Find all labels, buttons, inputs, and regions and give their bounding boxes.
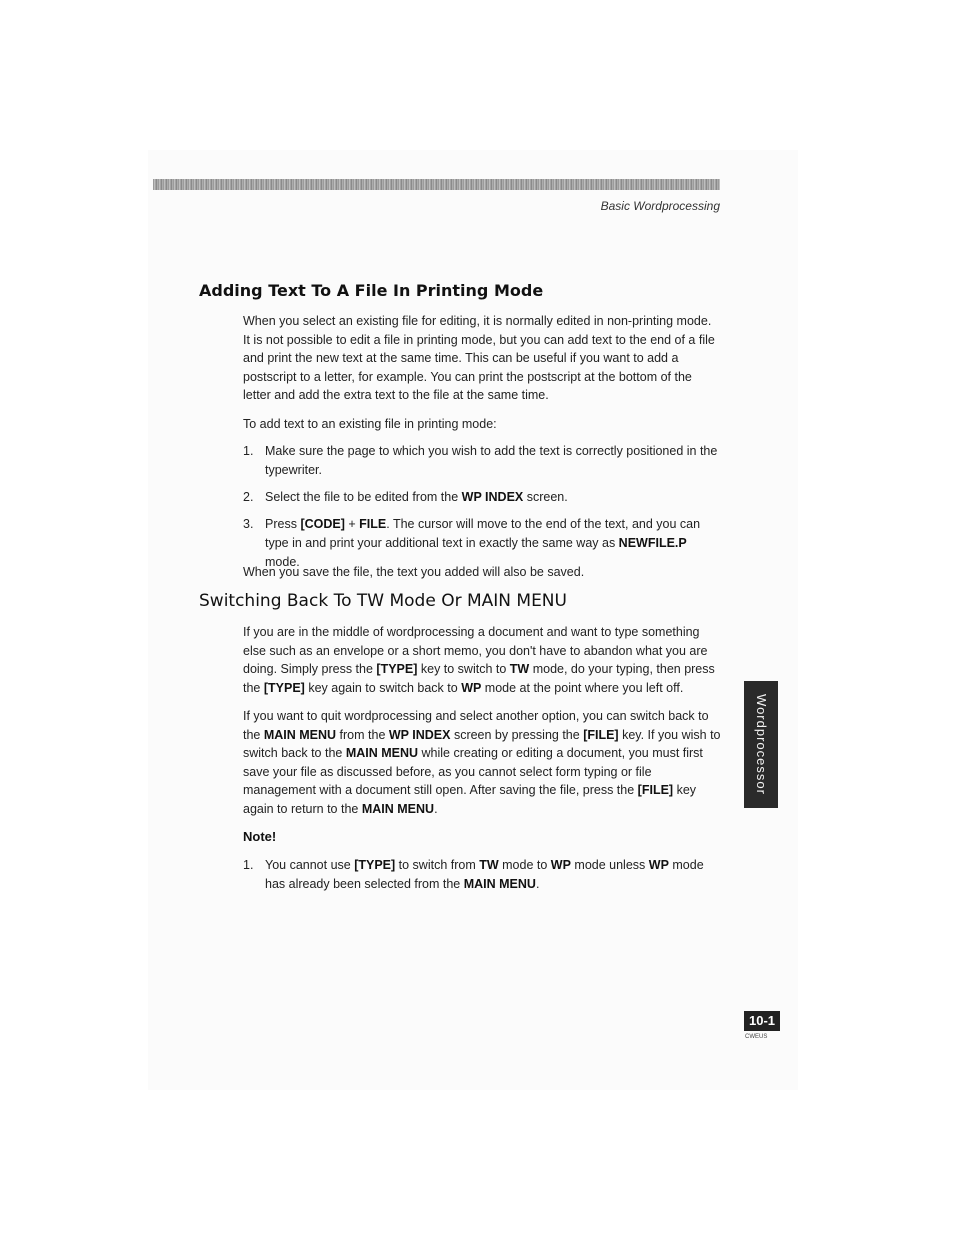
switch-paragraph-2: If you want to quit wordprocessing and select another option, you can switch back to the MAIN MENU from the WP INDEX screen by pressing the [FILE] key. If you wish to switch back to the MAIN MENU while creating or editing a document, you must first save your file as discussed before, as you cannot select form typing or file management with a document still open. After saving the file, press the [FILE] key again to return to the MAIN MENU.	[243, 709, 721, 816]
footer-code: CWEUS	[745, 1034, 768, 1040]
step-text: Make sure the page to which you wish to add the text is correctly positioned in the typewriter.	[265, 444, 718, 477]
running-head: Basic Wordprocessing	[600, 199, 720, 213]
note-text: You cannot use [TYPE] to switch from TW mode to WP mode unless WP mode has already been selected from the MAIN MENU.	[265, 858, 704, 891]
step-number: 3.	[243, 517, 254, 531]
note-number: 1.	[243, 858, 254, 872]
closing-paragraph: When you save the file, the text you added will also be saved.	[243, 565, 585, 579]
chapter-side-tab-label: Wordprocessor	[754, 694, 769, 795]
step-item-2	[243, 488, 721, 507]
note-item-1	[243, 856, 721, 894]
section-heading-switching-back: Switching Back To TW Mode Or MAIN MENU	[199, 591, 567, 611]
note-label: Note!	[243, 829, 277, 844]
step-number: 1.	[243, 444, 254, 458]
intro-paragraph: When you select an existing file for editing, it is normally edited in non-printing mode. It is not possible to edit a file in printing mode, but you can add text to the end of a file and print the new text at the same time. This can be useful if you want to add a postscript to a letter, for example. You can print the postscript at the bottom of the letter and add the extra text to the file at the same time.	[243, 314, 715, 402]
switch-paragraph-1: If you are in the middle of wordprocessing a document and want to type something else such as an envelope or a short memo, you don't have to abandon what you are doing. Simply press the [TYPE] key to switch to TW mode, do your typing, then press the [TYPE] key again to switch back to WP mode at the point where you left off.	[243, 625, 715, 695]
step-text: Select the file to be edited from the WP INDEX screen.	[265, 490, 568, 504]
step-item-1	[243, 442, 721, 480]
step-number: 2.	[243, 490, 254, 504]
header-band	[153, 179, 720, 190]
section-heading-adding-text: Adding Text To A File In Printing Mode	[199, 281, 544, 300]
chapter-side-tab	[744, 681, 778, 808]
step-text: Press [CODE] + FILE. The cursor will move to the end of the text, and you can type in and print your additional text in exactly the same way as NEWFILE.P mode.	[265, 517, 701, 569]
page-number: 10-1	[744, 1011, 780, 1031]
steps-intro: To add text to an existing file in printing mode:	[243, 417, 497, 431]
